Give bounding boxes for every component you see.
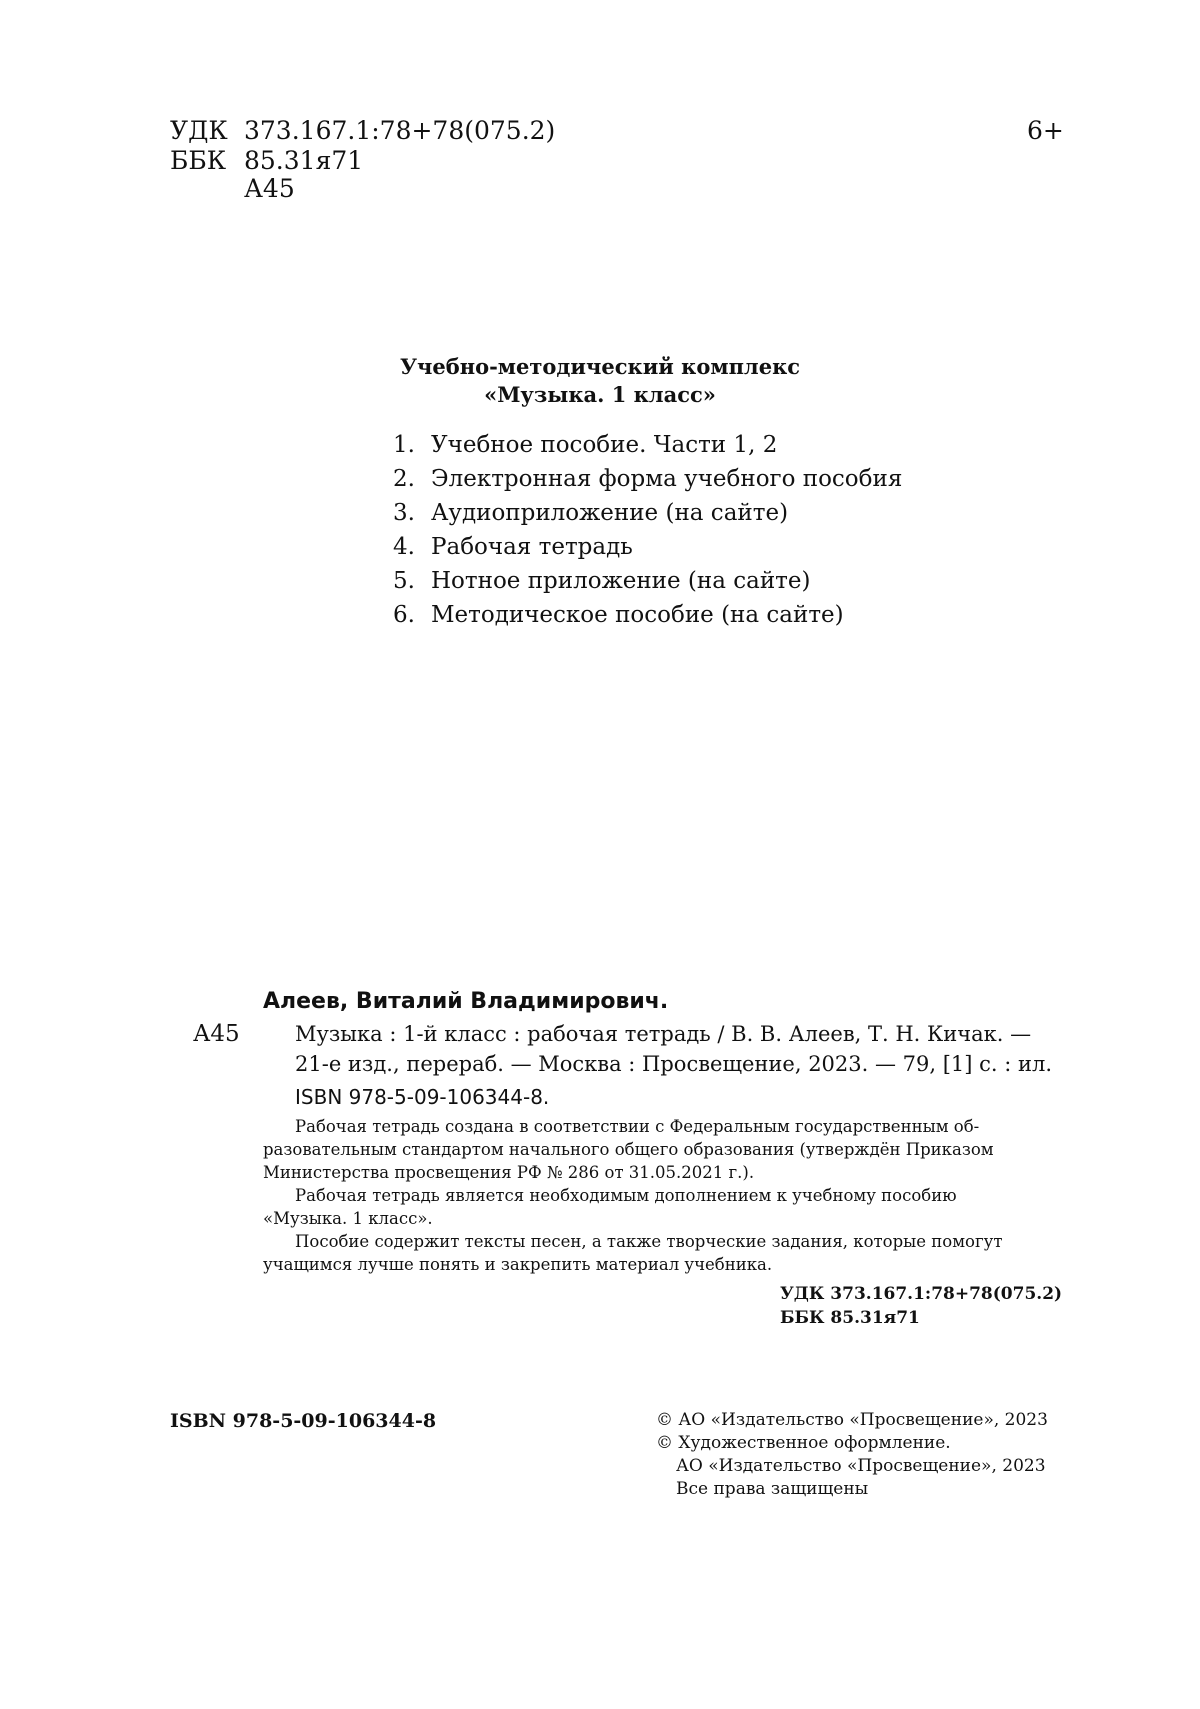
copyright-line: Все права защищены [676,1479,869,1499]
udk-label: УДК [170,116,228,145]
list-item-text: Аудиоприложение (на сайте) [431,500,789,526]
kit-title: Учебно-методический комплекс [399,354,801,379]
copyright-block [656,1409,1048,1501]
list-item-text: Рабочая тетрадь [431,534,633,560]
copyright-line: © АО «Издательство «Просвещение», 2023 [656,1410,1048,1430]
bbk-value: 85.31я71 [244,146,364,175]
annotation-line: Министерства просвещения РФ № 286 от 31.05.2021 г.). [263,1163,755,1182]
list-item-text: Учебное пособие. Части 1, 2 [431,432,778,458]
bibliographic-cutter-code: А45 [193,1021,240,1047]
bbk-label: ББК [170,146,227,175]
annotation-line: Пособие содержит тексты песен, а также творческие задания, которые помогут [295,1232,1003,1251]
udk-classification: УДК 373.167.1:78+78(075.2) [780,1284,1063,1304]
bibliographic-description-line: 21-е изд., перераб. — Москва : Просвещение, 2023. — 79, [1] с. : ил. [295,1052,1053,1076]
isbn-footer: ISBN 978-5-09-106344-8 [170,1410,437,1432]
list-item-number: 6. [393,602,415,628]
annotation-line: «Музыка. 1 класс». [263,1209,433,1228]
annotation-line: учащимся лучше понять и закрепить материал учебника. [263,1255,773,1274]
author-cutter-code: А45 [244,174,295,203]
copyright-line: © Художественное оформление. [656,1433,951,1453]
kit-subtitle: «Музыка. 1 класс» [484,382,716,407]
annotation-line: Рабочая тетрадь создана в соответствии с Федеральным государственным об- [295,1117,980,1136]
list-item-text: Нотное приложение (на сайте) [431,568,811,594]
annotation-line: Рабочая тетрадь является необходимым дополнением к учебному пособию [295,1186,957,1205]
list-item-text: Методическое пособие (на сайте) [431,602,844,628]
list-item-number: 5. [393,568,415,594]
bbk-classification: ББК 85.31я71 [780,1308,920,1328]
bibliographic-description-line: Музыка : 1-й класс : рабочая тетрадь / В. В. Алеев, Т. Н. Кичак. — [295,1022,1032,1046]
list-item-number: 1. [393,432,415,458]
annotation [263,1115,1063,1276]
bibliographic-isbn: ISBN 978-5-09-106344-8. [295,1085,550,1109]
list-item-number: 4. [393,534,415,560]
udk-value: 373.167.1:78+78(075.2) [244,116,556,145]
list-item-number: 2. [393,466,415,492]
age-rating: 6+ [1027,116,1064,145]
author-heading: Алеев, Виталий Владимирович. [263,989,669,1014]
list-item-number: 3. [393,500,415,526]
list-item-text: Электронная форма учебного пособия [431,466,903,492]
copyright-line: АО «Издательство «Просвещение», 2023 [676,1456,1046,1476]
annotation-line: разовательным стандартом начального общего образования (утверждён Приказом [263,1140,994,1159]
